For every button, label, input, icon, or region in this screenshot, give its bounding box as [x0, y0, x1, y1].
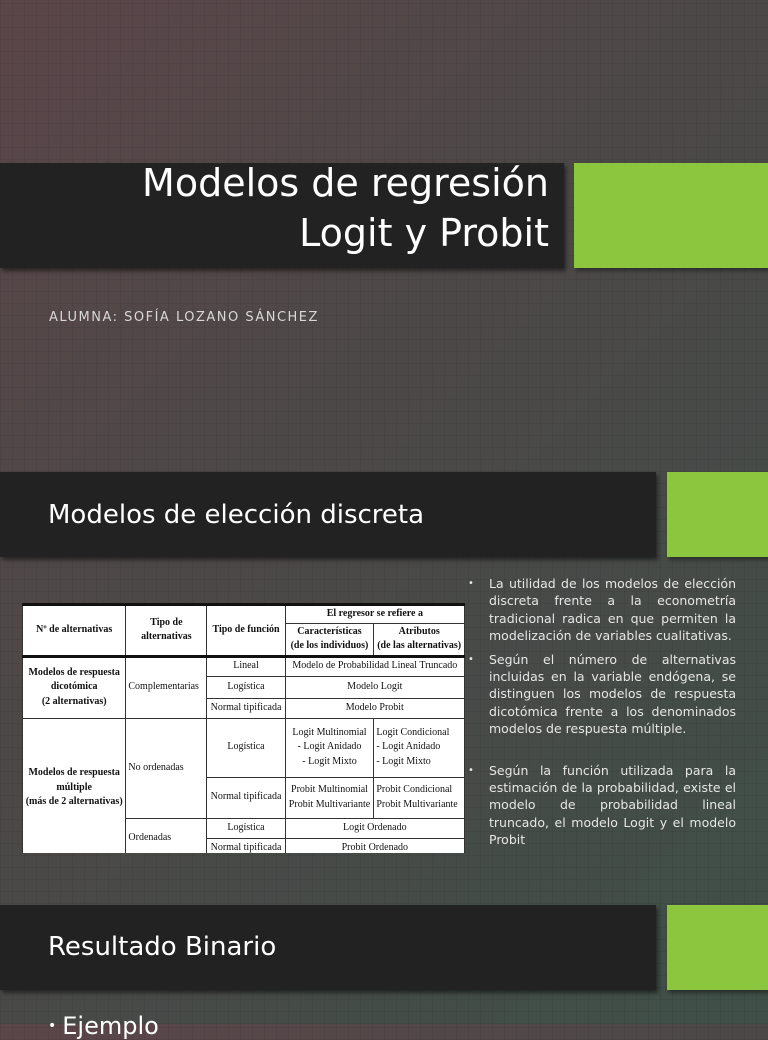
- table-cell-funcion: Normal tipificada: [207, 698, 285, 718]
- group-dicotomica-tipo: Complementarias: [126, 656, 207, 718]
- table-cell-caracteristicas: Logit Multinomial - Logit Anidado - Logit Mixto: [285, 718, 374, 777]
- bullet-item: • La utilidad de los modelos de elección discreta frente a la econometría tradicional radica en que permiten la modelización de variables cualitativas.: [468, 576, 736, 644]
- slide-title-line-1: Modelos de regresión: [142, 161, 549, 205]
- bullet-dot-icon: •: [48, 1018, 57, 1034]
- table-cell-modelo: Logit Ordenado: [285, 818, 464, 838]
- group-multiple-label: Modelos de respuesta múltiple (más de 2 alternativas): [23, 718, 126, 853]
- bullet-list: [466, 575, 736, 849]
- table-cell-modelo: Modelo de Probabilidad Lineal Truncado: [285, 656, 464, 676]
- group-dicotomica-label: Modelos de respuesta dicotómica (2 alternativas): [23, 656, 126, 718]
- header-tipo-funcion: Tipo de función: [207, 605, 285, 657]
- table-cell-modelo: Modelo Logit: [285, 676, 464, 698]
- title-accent-block: [574, 163, 768, 268]
- table-cell-funcion: Normal tipificada: [207, 777, 285, 818]
- section-accent-block: [667, 905, 768, 990]
- group-no-ordenadas-tipo: No ordenadas: [126, 718, 207, 818]
- author-name: ALUMNA: SOFÍA LOZANO SÁNCHEZ: [49, 310, 319, 325]
- group-ordenadas-tipo: Ordenadas: [126, 818, 207, 853]
- bullet-item: • Según el número de alternativas incluidas en la variable endógena, se distinguen los modelos de respuesta dicotómica frente a los denominados modelos de respuesta múltiple.: [468, 651, 736, 737]
- table-cell-funcion: Logística: [207, 676, 285, 698]
- slide-title-line-2: Logit y Probit: [299, 211, 549, 255]
- table-cell-funcion: Logística: [207, 718, 285, 777]
- header-caracteristicas: Características (de los individuos): [285, 623, 374, 656]
- header-atributos: Atributos (de las alternativas): [374, 623, 465, 656]
- models-table: [22, 603, 465, 853]
- section-title: Resultado Binario: [48, 932, 277, 962]
- table-cell-funcion: Logística: [207, 818, 285, 838]
- bullet-dot-icon: •: [468, 578, 474, 589]
- bullet-dot-icon: •: [468, 653, 474, 665]
- table-cell-atributos: Probit Condicional Probit Multivariante: [374, 777, 465, 818]
- table-cell-modelo: Probit Ordenado: [285, 838, 464, 853]
- header-tipo-alternativas: Tipo de alternativas: [126, 605, 207, 657]
- table-cell-funcion: Lineal: [207, 656, 285, 676]
- section-title: Modelos de elección discreta: [48, 500, 425, 530]
- header-n-alternativas: Nº de alternativas: [23, 605, 126, 657]
- bullet-item: • Según la función utilizada para la estimación de la probabilidad, existe el modelo de probabilidad lineal truncado, el modelo Logit y el modelo Probit: [468, 762, 736, 848]
- next-bullet-partial: • Ejemplo: [48, 1012, 159, 1040]
- bullet-dot-icon: •: [468, 764, 474, 776]
- table-cell-modelo: Modelo Probit: [285, 698, 464, 718]
- header-regresor: El regresor se refiere a: [285, 605, 464, 624]
- table-cell-caracteristicas: Probit Multinomial Probit Multivariante: [285, 777, 374, 818]
- table-cell-atributos: Logit Condicional - Logit Anidado - Logit Mixto: [374, 718, 465, 777]
- section-accent-block: [667, 472, 768, 557]
- table-cell-funcion: Normal tipificada: [207, 838, 285, 853]
